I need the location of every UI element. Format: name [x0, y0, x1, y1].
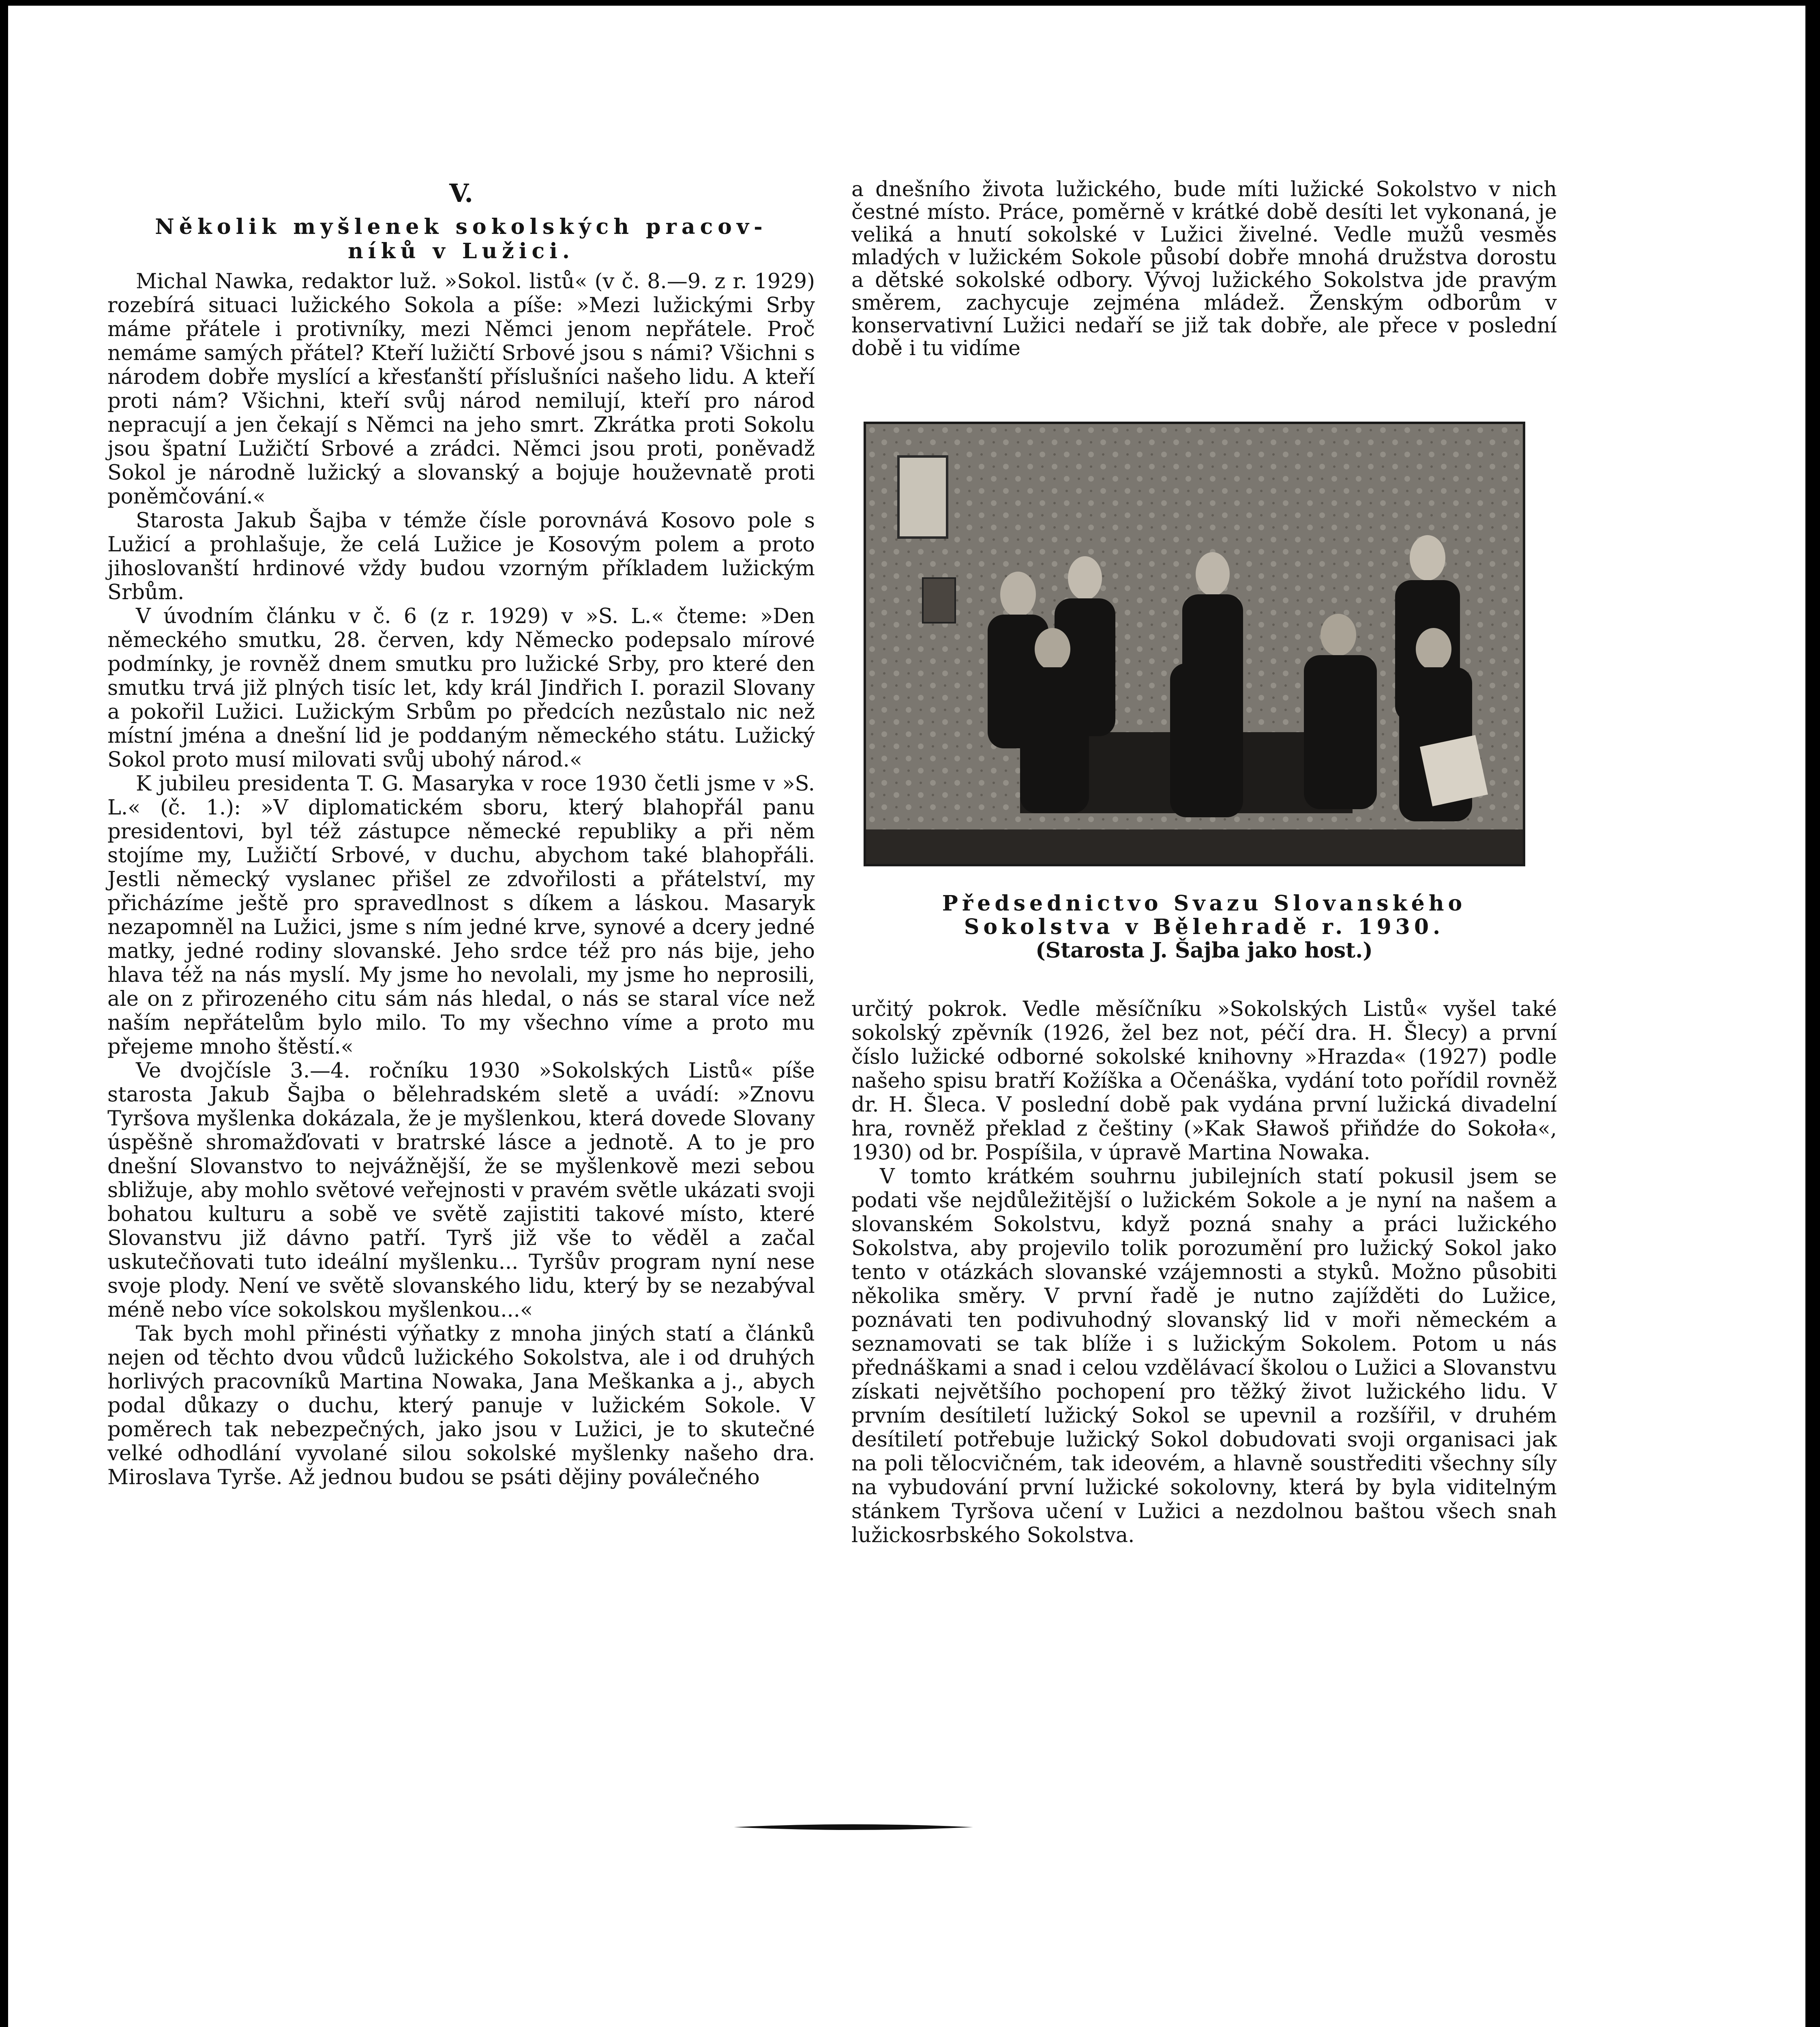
article-title — [107, 215, 815, 264]
group-photo — [864, 422, 1525, 866]
paragraph: Ve dvojčísle 3.—4. ročníku 1930 »Sokolských Listů« píše starosta Jakub Šajba o bělehradském sletě a uvádí: »Znovu Tyršova myšlenka dokázala, že je myšlenkou, která dovede Slovany úspěšně shromažďovati v bratrské lásce a jednotě. A to je pro dnešní Slovanstvo to nejvážnější, že se myšlenkově mezi sebou sbližuje, aby mohlo světové veřejnosti v pravém světle ukázati svoji bohatou kulturu a sobě ve světě zajistiti takové místo, které Slovanstvu již dávno patří. Tyrš již vše to věděl a začal uskutečňovati tuto ideální myšlenku... Tyršův program nyní nese svoje plody. Není ve světě slovanského lidu, který by se nezabýval méně nebo více sokolskou myšlenkou...« — [107, 1059, 815, 1322]
paragraph: určitý pokrok. Vedle měsíčníku »Sokolských Listů« vyšel také sokolský zpěvník (1926, žel bez not, péčí dra. H. Šlecy) a první číslo lužické odborné sokolské knihovny »Hrazda« (1927) podle našeho spisu bratří Kožíška a Očenáška, vydání toto pořídil rovněž dr. H. Šleca. V poslední době pak vydána první lužická divadelní hra, rovněž překlad z češtiny (»Kak Sławoš přiňdźe do Sokoła«, 1930) od br. Pospíšila, v úpravě Martina Nowaka. — [851, 997, 1557, 1165]
article-title-line2: níků v Lužici. — [348, 239, 575, 264]
scan-border-right — [1805, 0, 1820, 2027]
right-column-bottom — [851, 997, 1557, 1547]
end-ornament-rule — [734, 1822, 973, 1832]
photo-caption-line1: Předsednictvo Svazu Slovanského — [942, 891, 1466, 916]
left-column — [107, 270, 815, 1489]
photo-caption-line3: (Starosta J. Šajba jako host.) — [1035, 938, 1373, 963]
paragraph: K jubileu presidenta T. G. Masaryka v roce 1930 četli jsme v »S. L.« (č. 1.): »V diplomatickém sboru, který blahopřál panu presidentovi, byl též zástupce německé republiky a při něm stojíme my, Lužičtí Srbové, v duchu, abychom také blahopřáli. Jestli německý vyslanec přišel ze zdvořilosti a přátelství, my přicházíme ještě pro spravedlnost s díkem a láskou. Masaryk nezapomněl na Lužici, jsme s ním jedné krve, synové a dcery jedné matky, jedné rodiny slovanské. Jeho srdce též pro nás bije, jeho hlava též na nás myslí. My jsme ho nevolali, my jsme ho neprosili, ale on z přirozeného citu sám nás hledal, o nás se staral více než naším nepřátelům bylo milo. To my všechno víme a proto mu přejeme mnoho štěstí.« — [107, 772, 815, 1059]
scan-border-left — [0, 0, 8, 2027]
article-title-line1: Několik myšlenek sokolských pracov- — [155, 214, 767, 239]
paragraph: Starosta Jakub Šajba v témže čísle porovnává Kosovo pole s Lužicí a prohlašuje, že celá Lužice je Kosovým polem a proto jihoslovanští hrdinové vždy budou vzorným příkladem lužickým Srbům. — [107, 509, 815, 604]
group-photo-image — [866, 424, 1523, 864]
paragraph: Michal Nawka, redaktor luž. »Sokol. listů« (v č. 8.—9. z r. 1929) rozebírá situaci lužického Sokola a píše: »Mezi lužickými Srby máme přátele i protivníky, mezi Němci jenom nepřátele. Proč nemáme samých přátel? Kteří lužičtí Srbové jsou s námi? Všichni s národem dobře myslící a křesťanští příslušníci našeho lidu. A kteří proti nám? Všichni, kteří svůj národ nemilují, kteří pro národ nepracují a jen čekají s Němci na jeho smrt. Zkrátka proti Sokolu jsou špatní Lužičtí Srbové a zrádci. Němci jsou proti, poněvadž Sokol je národně lužický a slovanský a bojuje houževnatě proti poněmčování.« — [107, 270, 815, 509]
photo-caption — [851, 892, 1557, 962]
scan-border-top — [0, 0, 1820, 6]
photo-caption-line2: Sokolstva v Bělehradě r. 1930. — [964, 915, 1445, 939]
paragraph: Tak bych mohl přinésti výňatky z mnoha jiných statí a článků nejen od těchto dvou vůdců lužického Sokolstva, ale i od druhých horlivých pracovníků Martina Nowaka, Jana Meškanka a j., abych podal důkazy o duchu, který panuje v lužickém Sokole. V poměrech tak nebezpečných, jako jsou v Lužici, je to skutečné velké odhodlání vyvolané silou sokolské myšlenky našeho dra. Miroslava Tyrše. Až jednou budou se psáti dějiny poválečného — [107, 1322, 815, 1489]
paragraph: V tomto krátkém souhrnu jubilejních statí pokusil jsem se podati vše nejdůležitější o lužickém Sokole a je nyní na našem a slovanském Sokolstvu, když pozná snahy a práci lužického Sokolstva, aby projevilo tolik porozumění pro lužický Sokol jako tento v otázkách slovanské vzájemnosti a styků. Možno působiti několika směry. V první řadě je nutno zajížděti do Lužice, poznávati ten podivuhodný slovanský lid v moři německém a seznamovati se tak blíže i s lužickým Sokolem. Potom u nás přednáškami a snad i celou vzdělávací školou o Lužici a Slovanstvu získati největšího pochopení pro těžký život lužického lidu. V prvním desítiletí lužický Sokol se upevnil a rozšířil, v druhém desítiletí potřebuje lužický Sokol dobudovati svoji organisaci jak na poli tělocvičném, tak ideovém, a hlavně soustřediti všechny síly na vybudování první lužické sokolovny, která by byla viditelným stánkem Tyršova učení v Lužici a nezdolnou baštou všech snah lužickosrbského Sokolstva. — [851, 1165, 1557, 1547]
paragraph: a dnešního života lužického, bude míti lužické Sokolstvo v nich čestné místo. Práce, poměrně v krátké době desíti let vykonaná, je veliká a hnutí sokolské v Lužici živelné. Vedle mužů vesměs mladých v lužickém Sokole působí dobře mnohá družstva dorostu a dětské sokolské odbory. Vývoj lužického Sokolstva jde pravým směrem, zachycuje zejména mládež. Ženským odborům v konservativní Lužici nedaří se již tak dobře, ale přece v poslední době i tu vidíme — [851, 178, 1557, 360]
right-column-top — [851, 178, 1557, 360]
section-numeral: V. — [449, 178, 473, 208]
paragraph: V úvodním článku v č. 6 (z r. 1929) v »S. L.« čteme: »Den německého smutku, 28. červen, kdy Německo podepsalo mírové podmínky, je rovněž dnem smutku pro lužické Srby, pro které den smutku trvá již plných tisíc let, kdy král Jindřich I. porazil Slovany a pokořil Lužici. Lužickým Srbům po předcích nezůstalo nic než místní jména a dnešní lid je poddaným německého státu. Lužický Sokol proto musí milovati svůj ubohý národ.« — [107, 604, 815, 772]
